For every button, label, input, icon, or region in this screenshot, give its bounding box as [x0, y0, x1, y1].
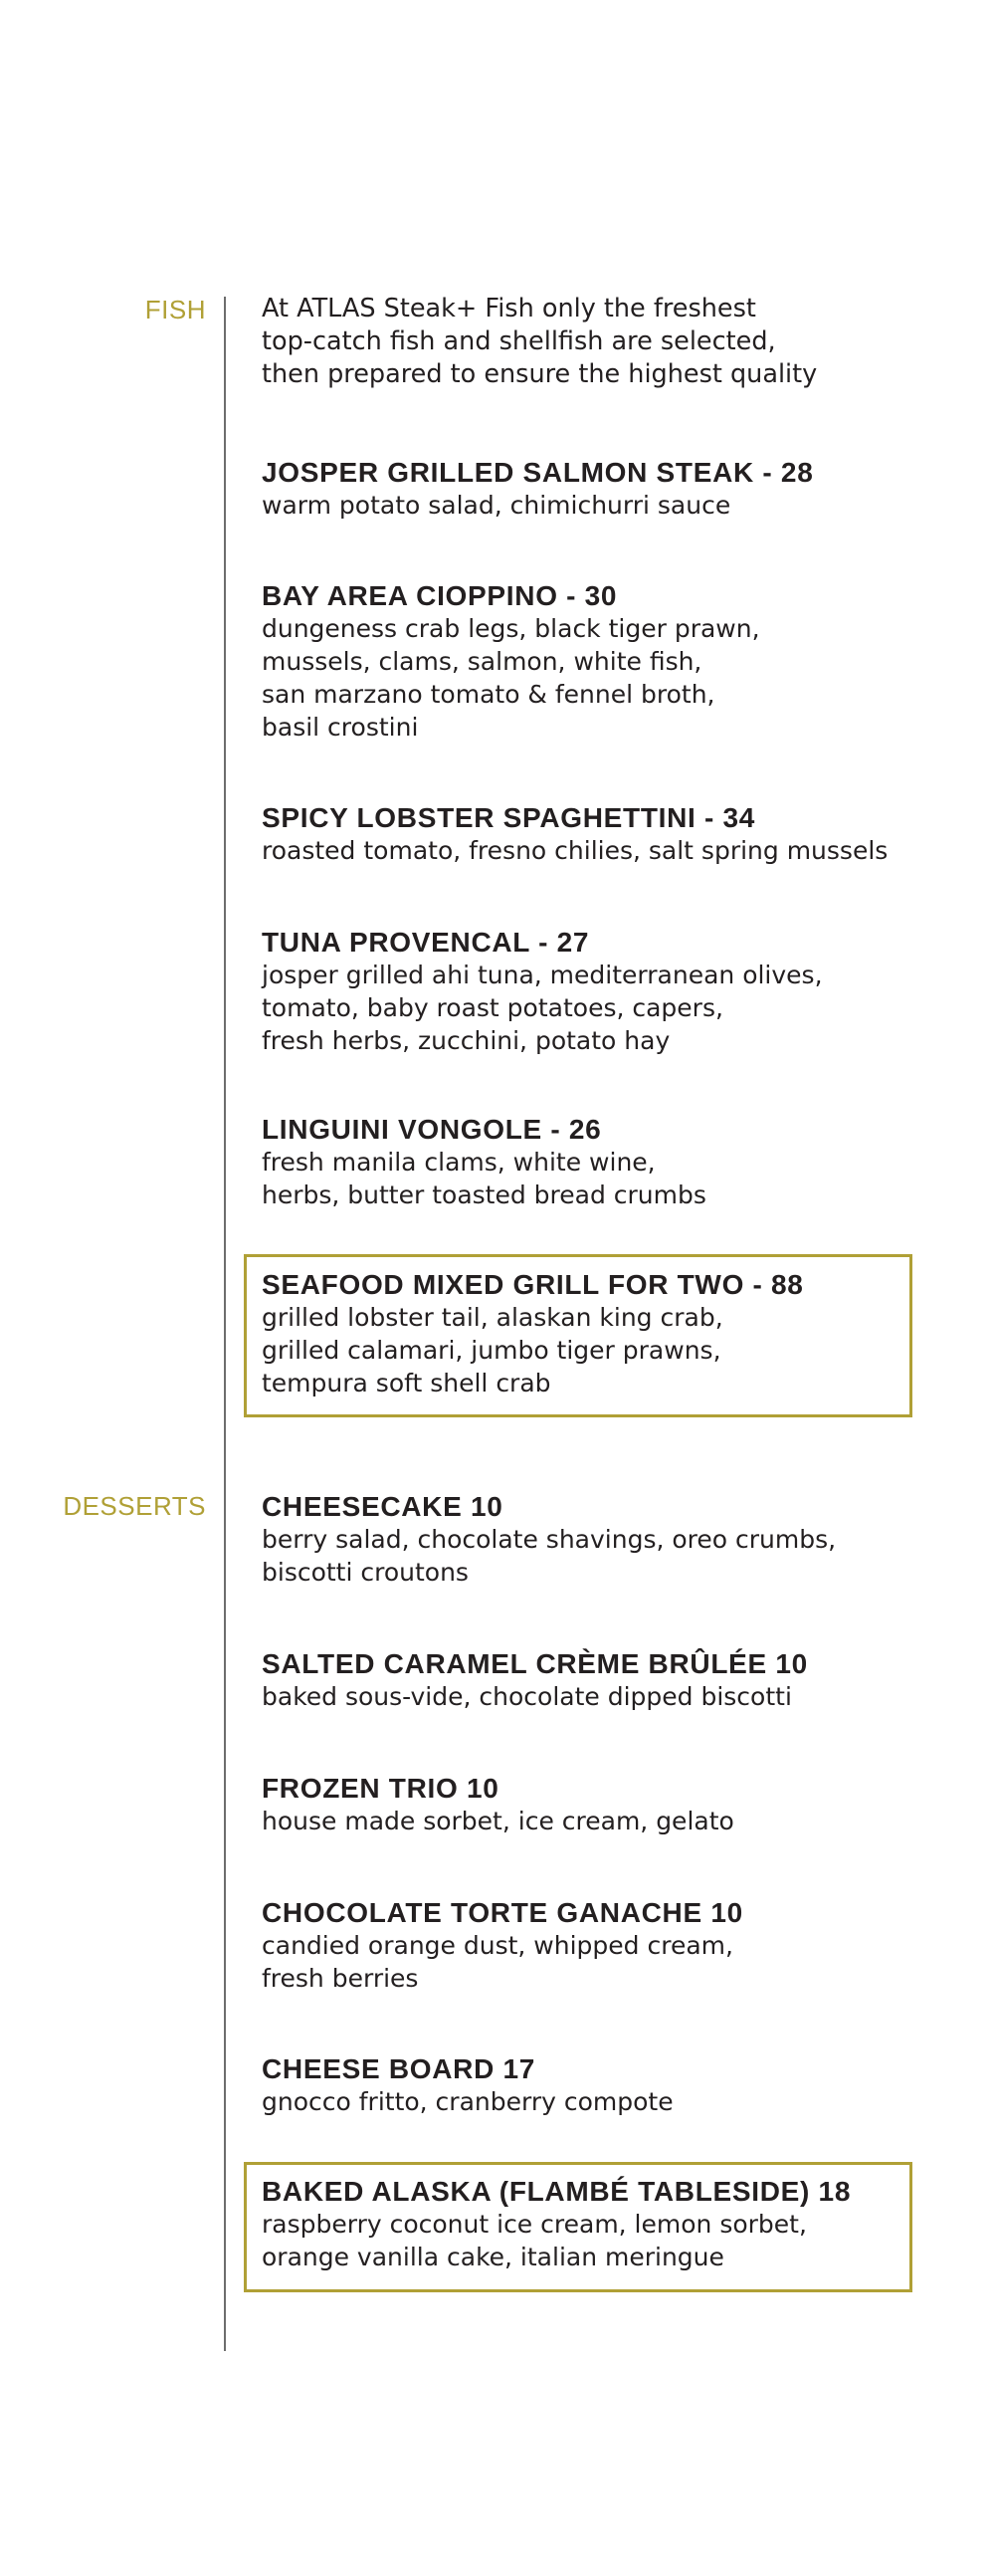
item-desc-line: house made sorbet, ice cream, gelato: [262, 1807, 734, 1835]
item-desc-line: roasted tomato, fresno chilies, salt spring mussels: [262, 836, 889, 865]
item-desc-line: baked sous-vide, chocolate dipped biscotti: [262, 1682, 792, 1711]
item-desc-line: gnocco fritto, cranberry compote: [262, 2087, 674, 2116]
item-title: JOSPER GRILLED SALMON STEAK - 28: [262, 457, 814, 488]
item-desc-line: tempura soft shell crab: [262, 1369, 551, 1397]
menu-item-linguini-vongole: [262, 1113, 706, 1211]
item-desc-line: basil crostini: [262, 713, 419, 742]
item-desc-line: josper grilled ahi tuna, mediterranean olives,: [262, 961, 823, 989]
item-title: FROZEN TRIO 10: [262, 1773, 499, 1804]
item-desc-line: san marzano tomato & fennel broth,: [262, 680, 715, 709]
menu-item-cheesecake: [262, 1490, 836, 1589]
fish-intro: [262, 293, 817, 391]
section-label-fish: FISH: [144, 295, 206, 324]
item-title: SALTED CARAMEL CRÈME BRÛLÉE 10: [262, 1648, 808, 1679]
intro-line: At ATLAS Steak+ Fish only the freshest: [262, 294, 756, 323]
item-desc-line: tomato, baby roast potatoes, capers,: [262, 993, 723, 1022]
item-title: SPICY LOBSTER SPAGHETTINI - 34: [262, 802, 756, 833]
item-desc-line: grilled calamari, jumbo tiger prawns,: [262, 1336, 721, 1365]
item-desc-line: biscotti croutons: [262, 1558, 469, 1587]
menu-item-lobster-spaghettini: [262, 801, 888, 867]
menu-item-salmon-steak: [262, 456, 813, 522]
item-title: BAKED ALASKA (FLAMBÉ TABLESIDE) 18: [262, 2176, 852, 2207]
item-desc-line: grilled lobster tail, alaskan king crab,: [262, 1303, 723, 1332]
menu-item-tuna-provencal: [262, 926, 823, 1057]
item-desc-line: dungeness crab legs, black tiger prawn,: [262, 614, 760, 643]
intro-line: then prepared to ensure the highest quality: [262, 359, 818, 389]
item-title: BAY AREA CIOPPINO - 30: [262, 580, 618, 611]
vertical-divider: [224, 297, 226, 2351]
menu-item-cioppino: [262, 579, 760, 744]
item-desc-line: candied orange dust, whipped cream,: [262, 1931, 733, 1960]
menu-item-frozen-trio: [262, 1772, 734, 1837]
item-desc-line: fresh herbs, zucchini, potato hay: [262, 1026, 671, 1055]
item-desc-line: mussels, clams, salmon, white fish,: [262, 647, 702, 676]
item-desc-line: raspberry coconut ice cream, lemon sorbet,: [262, 2210, 807, 2239]
item-desc-line: warm potato salad, chimichurri sauce: [262, 491, 731, 520]
menu-item-chocolate-torte: [262, 1896, 743, 1995]
item-title: LINGUINI VONGOLE - 26: [262, 1114, 602, 1145]
item-title: CHOCOLATE TORTE GANACHE 10: [262, 1897, 743, 1928]
item-desc-line: fresh manila clams, white wine,: [262, 1148, 656, 1177]
menu-item-baked-alaska: [262, 2175, 851, 2273]
menu-item-cheese-board: [262, 2052, 674, 2118]
item-desc-line: berry salad, chocolate shavings, oreo crumbs,: [262, 1525, 837, 1554]
section-label-desserts: DESSERTS: [63, 1491, 206, 1521]
item-title: SEAFOOD MIXED GRILL FOR TWO - 88: [262, 1269, 804, 1300]
item-desc-line: herbs, butter toasted bread crumbs: [262, 1181, 706, 1209]
menu-item-creme-brulee: [262, 1647, 808, 1713]
item-desc-line: orange vanilla cake, italian meringue: [262, 2243, 724, 2271]
item-title: CHEESE BOARD 17: [262, 2053, 536, 2084]
item-title: TUNA PROVENCAL - 27: [262, 927, 590, 958]
item-desc-line: fresh berries: [262, 1964, 419, 1993]
intro-line: top-catch fish and shellfish are selected,: [262, 326, 776, 356]
menu-item-seafood-mixed-grill: [262, 1268, 804, 1399]
item-title: CHEESECAKE 10: [262, 1491, 503, 1522]
